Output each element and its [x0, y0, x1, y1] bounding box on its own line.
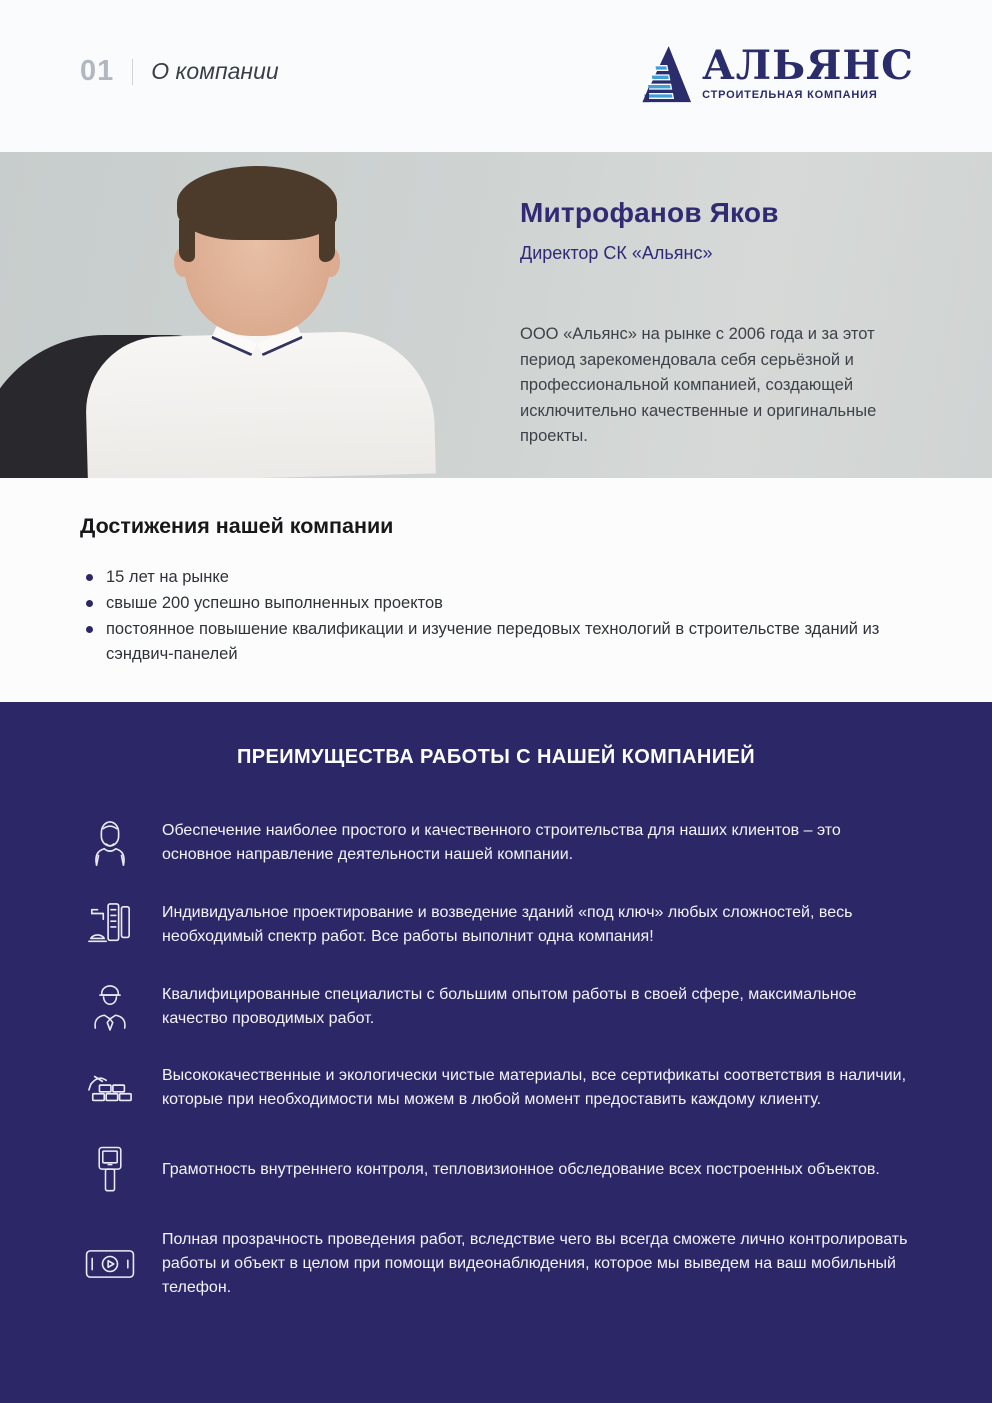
- person-name: Митрофанов Яков: [520, 197, 779, 228]
- worker-icon: [84, 817, 136, 869]
- advantage-row: [84, 1228, 992, 1300]
- list-item: свыше 200 успешно выполненных проектов: [80, 591, 898, 616]
- logo-tagline: СТРОИТЕЛЬНАЯ КОМПАНИЯ: [702, 89, 878, 101]
- hero-banner: [0, 152, 992, 478]
- advantage-text: Высококачественные и экологически чистые материалы, все сертификаты соответствия в наличии, которые при необходимости мы можем в любой момент предоставить каждому клиенту.: [162, 1067, 907, 1108]
- phone-video-icon: [84, 1249, 136, 1279]
- section-indicator: [80, 55, 279, 88]
- list-item: 15 лет на рынке: [80, 565, 898, 590]
- advantages-title: ПРЕИМУЩЕСТВА РАБОТЫ С НАШЕЙ КОМПАНИЕЙ: [236, 746, 755, 768]
- advantage-row: [84, 981, 992, 1033]
- company-description: ООО «Альянс» на рынке с 2006 года и за этот период зарекомендовала себя серьёзной и профессиональной компанией, создающей исключительно качественные и оригинальные проекты.: [520, 325, 877, 445]
- advantages-section: [0, 702, 992, 1403]
- logo-text: [702, 44, 914, 101]
- achievements-title: Достижения нашей компании: [80, 514, 394, 538]
- advantage-text: Грамотность внутреннего контроля, тепловизионное обследование всех построенных объектов.: [162, 1161, 880, 1178]
- page-number: 01: [80, 55, 115, 87]
- company-logo: [636, 44, 914, 106]
- achievements-section: [0, 478, 992, 702]
- advantage-row: [84, 900, 992, 950]
- person-title: Директор СК «Альянс»: [520, 243, 713, 263]
- bullet-dot: [86, 574, 93, 581]
- blueprint-icon: [84, 900, 136, 950]
- advantage-text: Обеспечение наиболее простого и качественного строительства для наших клиентов – это основное направление деятельности нашей компании.: [162, 822, 841, 863]
- advantage-text: Индивидуальное проектирование и возведение зданий «под ключ» любых сложностей, весь необходимый спектр работ. Все работы выполнит одна компания!: [162, 904, 853, 945]
- hero-text-block: [520, 197, 922, 450]
- bullet-dot: [86, 626, 93, 633]
- achievements-list: [80, 565, 912, 667]
- director-photo: [0, 152, 470, 478]
- advantages-rows: [0, 817, 992, 1300]
- advantage-text: Квалифицированные специалисты с большим опытом работы в своей сфере, максимальное качество проводимых работ.: [162, 986, 857, 1027]
- advantage-row: [84, 1064, 992, 1112]
- list-item: постоянное повышение квалификации и изучение передовых технологий в строительстве зданий из сэндвич-панелей: [80, 617, 898, 667]
- pyramid-logo-icon: [636, 44, 692, 106]
- thermal-camera-icon: [84, 1143, 136, 1197]
- advantage-text: Полная прозрачность проведения работ, вследствие чего вы всегда сможете лично контролировать работы и объект в целом при помощи видеонаблюдения, которое мы выведем на ваш мобильный телефон.: [162, 1231, 908, 1296]
- page-header: [0, 0, 992, 152]
- page-title: О компании: [151, 58, 279, 84]
- hair: [177, 166, 337, 240]
- bullet-dot: [86, 600, 93, 607]
- bricks-icon: [84, 1065, 136, 1111]
- advantage-row: [84, 817, 992, 869]
- logo-name: АЛЬЯНС: [702, 42, 914, 89]
- advantage-row: [84, 1143, 992, 1197]
- engineer-icon: [84, 981, 136, 1033]
- header-divider: [132, 59, 133, 85]
